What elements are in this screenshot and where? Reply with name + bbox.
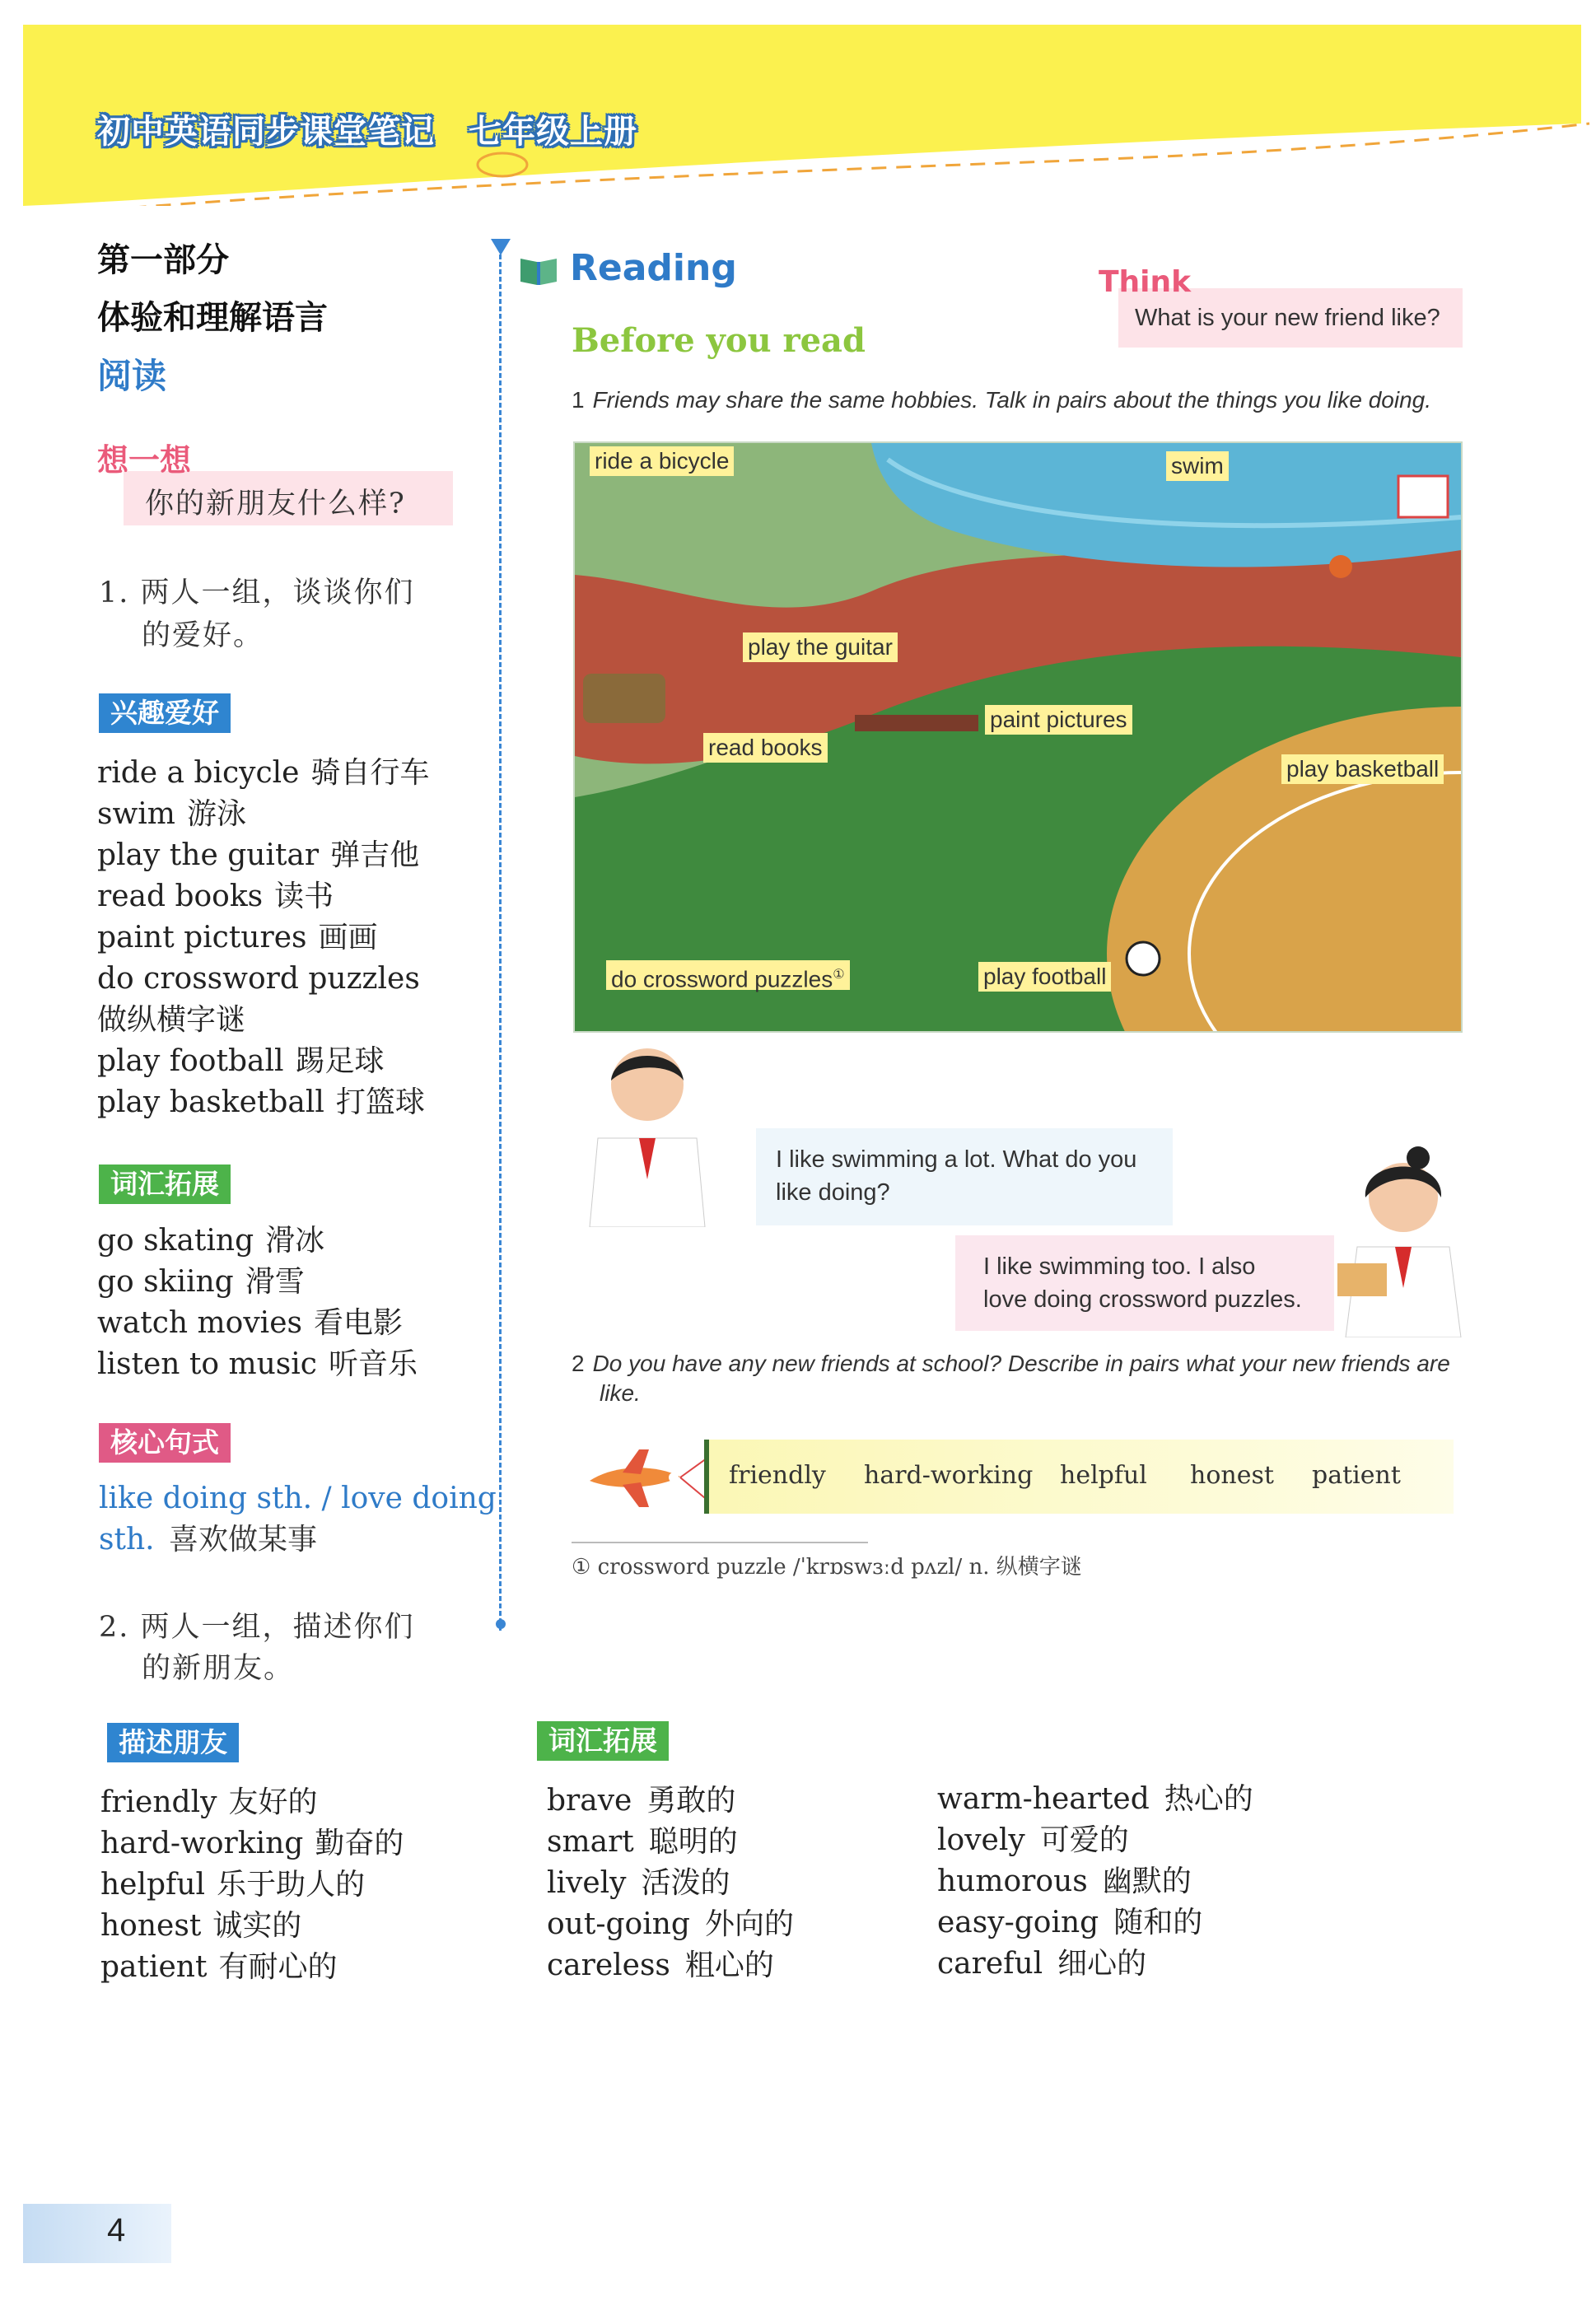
list-item: listen to music 听音乐 [97,1347,418,1381]
header-title: 初中英语同步课堂笔记 七年级上册 [97,113,637,151]
bubble-girl-line1: I like swimming too. I also [983,1253,1256,1280]
pattern-line2 [99,1520,317,1560]
reading-title: Reading [570,247,737,289]
bubble-boy-line1: I like swimming a lot. What do you [776,1146,1137,1173]
list-item: read books 读书 [97,880,334,913]
list-item: smart 聪明的 [547,1825,738,1859]
park-illustration [573,441,1463,1033]
speech-bubble-girl [955,1235,1334,1331]
part-title: 体验和理解语言 [97,299,328,337]
list-item: helpful 乐于助人的 [100,1868,366,1902]
list-item: play basketball 打篮球 [97,1085,425,1119]
page-number: 4 [107,2212,126,2248]
item1-line1: 1. 两人一组，谈谈你们 [99,576,415,609]
instruction2-number: 2 [572,1351,585,1376]
instruction1-number: 1 [572,387,585,413]
part-label: 第一部分 [97,241,229,279]
item2-line2: 的新朋友。 [142,1652,295,1685]
before-you-read-title: Before you read [572,321,866,360]
think-cn-question: 你的新朋友什么样? [145,488,406,520]
speech-bubble-boy [756,1128,1173,1225]
divider-arrow-icon [489,237,512,257]
list-item: honest 诚实的 [100,1909,302,1943]
adjective-hard-working: hard-working [864,1461,1034,1490]
list-item: brave 勇敢的 [547,1784,736,1818]
label-ride-a-bicycle: ride a bicycle [590,446,734,476]
list-item: friendly 友好的 [100,1785,318,1819]
adjective-helpful: helpful [1060,1461,1147,1490]
list-item: warm-hearted 热心的 [937,1782,1253,1816]
item2-line1: 2. 两人一组，描述你们 [99,1611,415,1644]
footnote: ① crossword puzzle /ˈkrɒswɜːd pʌzl/ n. 纵横字谜 [572,1555,1082,1580]
adjectives-banner [704,1440,1454,1514]
list-item: go skating 滑冰 [97,1224,325,1258]
list-item: easy-going 随和的 [937,1906,1203,1939]
list-item: patient 有耐心的 [100,1950,338,1984]
instruction2-line2: like. [600,1380,641,1406]
section-title: 阅读 [97,356,167,396]
list-item: out-going 外向的 [547,1907,794,1941]
label-swim: swim [1166,451,1229,481]
page-number-box [23,2204,171,2263]
label-paint-pictures: paint pictures [985,705,1132,735]
adjective-patient: patient [1312,1461,1401,1490]
vocab-col2 [937,1779,1253,1985]
airplane-icon [581,1440,713,1514]
divider-dot-icon [494,1617,507,1631]
list-item: do crossword puzzles [97,962,420,996]
label-read-books: read books [703,733,828,763]
footnote-rule [572,1542,868,1543]
list-item: lovely 可爱的 [937,1823,1129,1857]
banner-pole [704,1440,709,1514]
list-item: play the guitar 弹吉他 [97,838,420,872]
boy-avatar [581,1039,746,1227]
book-icon [517,252,560,288]
pattern-line2-en: sth. [99,1523,155,1557]
label-play-basketball: play basketball [1281,754,1444,784]
instruction2-line1: Do you have any new friends at school? Describe in pairs what your new friends are [592,1351,1450,1376]
adjective-honest: honest [1190,1461,1274,1490]
list-item: watch movies 看电影 [97,1306,403,1340]
right-vocab-tag: 词汇拓展 [537,1721,669,1761]
list-item: play football 踢足球 [97,1044,385,1078]
list-item: paint pictures 画画 [97,921,378,954]
describe-list [100,1782,404,1988]
hobbies-list [97,753,429,1123]
list-item: 做纵横字谜 [97,1003,246,1037]
girl-avatar [1321,1140,1469,1337]
describe-tag: 描述朋友 [107,1723,239,1762]
label-do-crossword-puzzles: do crossword puzzles① [606,960,850,990]
adjective-friendly: friendly [729,1461,826,1490]
instruction2 [572,1351,1461,1407]
instruction1-text: Friends may share the same hobbies. Talk in pairs about the things you like doing. [592,387,1432,413]
vocab-tag: 词汇拓展 [99,1165,231,1204]
item1-line2: 的爱好。 [142,619,264,652]
list-item: go skiing 滑雪 [97,1265,305,1299]
pattern-line2-cn: 喜欢做某事 [169,1523,318,1557]
list-item: hard-working 勤奋的 [100,1827,404,1860]
vocab-col1 [547,1781,794,1986]
list-item: careful 细心的 [937,1947,1147,1981]
bubble-girl-line2: love doing crossword puzzles. [983,1286,1302,1313]
header-banner [0,0,1596,206]
vocab-list [97,1221,418,1385]
think-cn-label: 想一想 [97,442,192,478]
think-en-question: What is your new friend like? [1135,305,1440,331]
list-item: lively 活泼的 [547,1866,730,1900]
think-en-label: Think [1099,265,1192,299]
label-play-football: play football [978,962,1111,992]
hobbies-tag: 兴趣爱好 [99,693,231,733]
list-item: careless 粗心的 [547,1949,774,1982]
bubble-boy-line2: like doing? [776,1179,890,1206]
column-divider [499,247,502,1631]
instruction1 [572,387,1431,413]
pattern-tag: 核心句式 [99,1423,231,1463]
pattern-line1: like doing sth. / love doing [99,1482,497,1515]
list-item: swim 游泳 [97,797,246,831]
label-play-the-guitar: play the guitar [743,632,898,662]
list-item: humorous 幽默的 [937,1865,1192,1898]
list-item: ride a bicycle 骑自行车 [97,756,430,790]
